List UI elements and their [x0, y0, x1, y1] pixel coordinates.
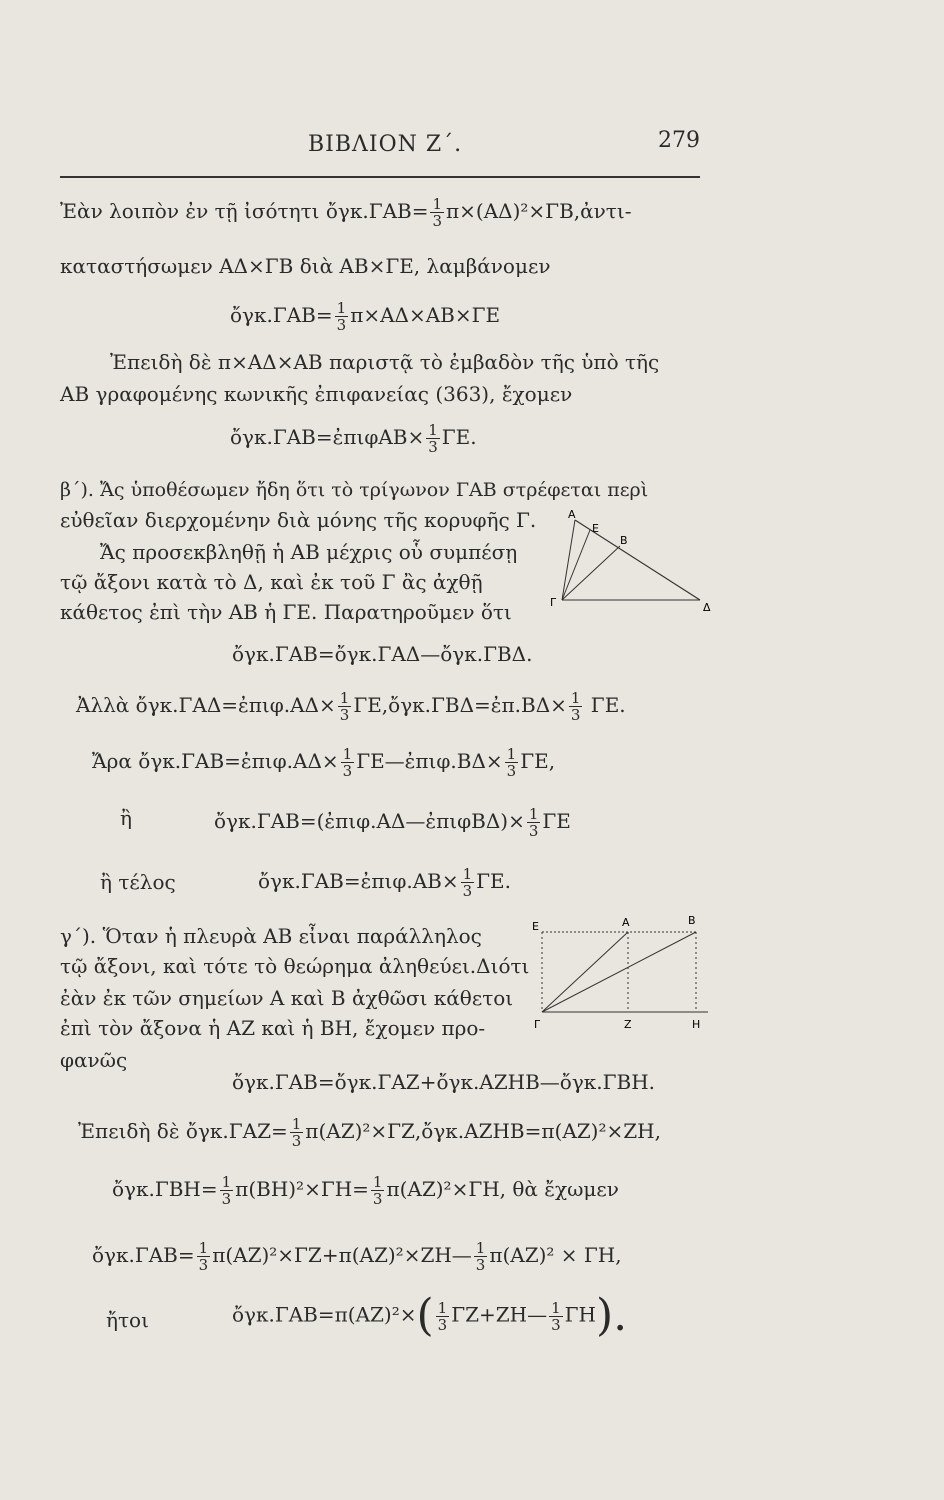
text-span: Ἐὰν λοιπὸν ἐν τῇ ἰσότητι ὄγκ.ΓΑΒ=: [60, 199, 429, 223]
fraction-numerator: 1: [336, 299, 347, 317]
fraction: [436, 1300, 450, 1333]
label-g: Γ: [534, 1018, 541, 1031]
text-line: β΄). Ἄς ὑποθέσωμεν ἤδη ὅτι τὸ τρίγωνον ΓΑΒ στρέφεται περὶ: [60, 479, 649, 501]
fraction-numerator: 1: [342, 745, 353, 763]
label-h: Η: [692, 1018, 701, 1031]
text-line: Ἄς προσεκβληθῇ ἡ ΑΒ μέχρις οὗ συμπέσῃ: [100, 540, 518, 564]
text-span: ΓΖ+ΖΗ—: [451, 1302, 548, 1327]
fraction: [338, 690, 352, 723]
text-line: τῷ ἄξονι, καὶ τότε τὸ θεώρημα ἀληθεύει.Διότι: [60, 954, 530, 978]
fraction: [527, 806, 541, 839]
fraction: [371, 1174, 385, 1207]
chapter-title: ΒΙΒΛΙΟΝ Ζ΄.: [308, 132, 463, 157]
equation-line: ὄγκ.ΓΑΒ=ὄγκ.ΓΑΔ—ὄγκ.ΓΒΔ.: [232, 642, 533, 666]
text-span: ὄγκ.ΓΑΒ=: [92, 1243, 195, 1267]
fraction-denominator: 3: [475, 1256, 486, 1274]
text-span: π×ΑΔ×ΑΒ×ΓΕ: [350, 303, 501, 327]
text-span: ΓΕ.: [441, 425, 477, 449]
fraction-denominator: 3: [198, 1256, 209, 1274]
label-b: Β: [688, 914, 696, 927]
text-span: ὄγκ.ΓΒΗ=: [112, 1177, 218, 1201]
fraction: [505, 746, 519, 779]
text-span: π(ΑΖ)²×ΓΖ,ὄγκ.ΑΖΗΒ=π(ΑΖ)²×ΖΗ,: [305, 1119, 661, 1143]
text-span: π(ΑΖ)²×ΓΖ+π(ΑΖ)²×ΖΗ—: [212, 1243, 472, 1267]
fraction-denominator: 3: [336, 316, 347, 334]
fraction: [426, 422, 440, 455]
equation-line: [230, 300, 500, 333]
line-ge: [562, 530, 590, 600]
fraction-numerator: 1: [198, 1239, 209, 1257]
text-span: Ἄρα ὄγκ.ΓΑΒ=ἐπιφ.ΑΔ×: [92, 749, 339, 773]
label-g: Γ: [550, 596, 557, 609]
text-span: ΓΕ,: [520, 749, 556, 773]
text-line: ΑΒ γραφομένης κωνικῆς ἐπιφανείας (363), ἔχομεν: [60, 382, 573, 406]
fraction: [549, 1300, 563, 1333]
text-span: ΓΗ: [564, 1302, 596, 1327]
header-rule: [60, 176, 700, 178]
text-line: Ἐπειδὴ δὲ π×ΑΔ×ΑΒ παριστᾷ τὸ ἐμβαδὸν τῆς ὑπὸ τῆς: [110, 350, 660, 374]
line-gb: [542, 932, 696, 1012]
fraction-numerator: 1: [432, 195, 443, 213]
text-span: ἤτοι: [106, 1308, 149, 1332]
text-line: ἐπὶ τὸν ἄξονα ἡ ΑΖ καὶ ἡ ΒΗ, ἔχομεν προ-: [60, 1016, 486, 1040]
fraction: [290, 1116, 304, 1149]
fraction-numerator: 1: [221, 1173, 232, 1191]
fraction-numerator: 1: [339, 689, 350, 707]
text-span: ἢ: [120, 806, 132, 830]
fraction-numerator: 1: [570, 689, 581, 707]
line-ga: [542, 932, 628, 1012]
text-span: Ἐπειδὴ δὲ ὄγκ.ΓΑΖ=: [78, 1119, 288, 1143]
text-span: π(ΑΖ)² × ΓΗ,: [489, 1243, 622, 1267]
left-paren: (: [416, 1290, 434, 1341]
fraction: [461, 866, 475, 899]
label-d: Δ: [703, 601, 711, 614]
text-span: Ἀλλὰ ὄγκ.ΓΑΔ=ἐπιφ.ΑΔ×: [76, 693, 336, 717]
equation-line: [92, 746, 555, 779]
fraction-denominator: 3: [432, 212, 443, 230]
fraction-numerator: 1: [551, 1298, 561, 1317]
text-line: καταστήσωμεν ΑΔ×ΓΒ διὰ ΑΒ×ΓΕ, λαμβάνομεν: [60, 254, 551, 278]
fraction: [474, 1240, 488, 1273]
fraction-denominator: 3: [528, 822, 539, 840]
label-a: Α: [568, 508, 576, 521]
label-e: Ε: [532, 920, 539, 933]
fraction-numerator: 1: [462, 865, 473, 883]
text-span: ΓΕ,ὄγκ.ΓΒΔ=ἐπ.ΒΔ×: [353, 693, 567, 717]
text-line: [60, 196, 631, 229]
running-header: [60, 128, 700, 168]
fraction-denominator: 3: [428, 438, 438, 456]
fraction: [569, 690, 583, 723]
label-z: Ζ: [624, 1018, 632, 1031]
fraction-denominator: 3: [372, 1190, 383, 1208]
equation-line: [258, 866, 511, 899]
fraction-denominator: 3: [291, 1132, 302, 1150]
equation-line: [78, 1116, 661, 1149]
label-b: Β: [620, 534, 628, 547]
equation-line: [232, 1290, 628, 1341]
text-span: ΓΕ—ἐπιφ.ΒΔ×: [356, 749, 503, 773]
text-line: κάθετος ἐπὶ τὴν ΑΒ ἡ ΓΕ. Παρατηροῦμεν ὅτι: [60, 600, 512, 624]
equation-line: [92, 1240, 622, 1273]
parallel-side-figure: [528, 912, 718, 1036]
text-line: φανῶς: [60, 1048, 128, 1072]
fraction-denominator: 3: [437, 1315, 448, 1334]
text-span: ἢ τέλος: [100, 870, 176, 894]
fraction-numerator: 1: [506, 745, 517, 763]
fraction: [220, 1174, 234, 1207]
text-line: τῷ ἄξονι κατὰ τὸ Δ, καὶ ἐκ τοῦ Γ ἂς ἀχθῇ: [60, 570, 483, 594]
equation-line: [214, 806, 571, 839]
text-span: π(ΑΖ)²×ΓΗ, θὰ ἔχωμεν: [386, 1177, 619, 1201]
fraction-denominator: 3: [570, 706, 581, 724]
equation-line: ὄγκ.ΓΑΒ=ὄγκ.ΓΑΖ+ὄγκ.ΑΖΗΒ—ὄγκ.ΓΒΗ.: [232, 1070, 656, 1094]
page-number: 279: [658, 128, 700, 153]
text-line: ἐὰν ἐκ τῶν σημείων Α καὶ Β ἀχθῶσι κάθετοι: [60, 986, 514, 1010]
fraction-numerator: 1: [475, 1239, 486, 1257]
fraction-denominator: 3: [221, 1190, 232, 1208]
text-span: ΓΕ.: [584, 693, 626, 717]
fraction-numerator: 1: [528, 805, 539, 823]
fraction-denominator: 3: [462, 882, 473, 900]
fraction: [335, 300, 349, 333]
label-e: Ε: [592, 522, 599, 535]
label-a: Α: [622, 916, 630, 929]
text-span: ὄγκ.ΓΑΒ=(ἐπιφ.ΑΔ—ἐπιφΒΔ)×: [214, 809, 525, 833]
fraction-numerator: 1: [372, 1173, 383, 1191]
text-span: ΓΕ: [542, 809, 571, 833]
equation-line: [230, 422, 477, 455]
text-line: γ΄). Ὅταν ἡ πλευρὰ ΑΒ εἶναι παράλληλος: [60, 924, 482, 948]
fraction-denominator: 3: [506, 762, 517, 780]
fraction-numerator: 1: [437, 1298, 448, 1317]
fraction-numerator: 1: [291, 1115, 302, 1133]
text-span: ὄγκ.ΓΑΒ=ἐπιφΑΒ×: [230, 425, 425, 449]
right-paren: ).: [595, 1290, 628, 1341]
line-gb: [562, 546, 620, 600]
text-span: ὄγκ.ΓΑΒ=: [230, 303, 333, 327]
equation-line: [112, 1174, 619, 1207]
text-span: π×(ΑΔ)²×ΓΒ,ἀντι-: [446, 199, 632, 223]
text-span: ὄγκ.ΓΑΒ=ἐπιφ.ΑΒ×: [258, 869, 459, 893]
text-span: π(ΒΗ)²×ΓΗ=: [235, 1177, 369, 1201]
fraction-denominator: 3: [339, 706, 350, 724]
fraction: [341, 746, 355, 779]
fraction-denominator: 3: [551, 1315, 561, 1334]
text-span: ΓΕ.: [476, 869, 511, 893]
line-ag: [562, 520, 575, 600]
equation-line: [76, 690, 626, 723]
fraction: [430, 196, 444, 229]
fraction-numerator: 1: [428, 421, 438, 439]
fraction-denominator: 3: [342, 762, 353, 780]
triangle-figure: [540, 508, 720, 620]
text-line: εὐθεῖαν διερχομένην διὰ μόνης τῆς κορυφῆς Γ.: [60, 508, 537, 532]
text-span: ὄγκ.ΓΑΒ=π(ΑΖ)²×: [232, 1302, 417, 1327]
fraction: [197, 1240, 211, 1273]
